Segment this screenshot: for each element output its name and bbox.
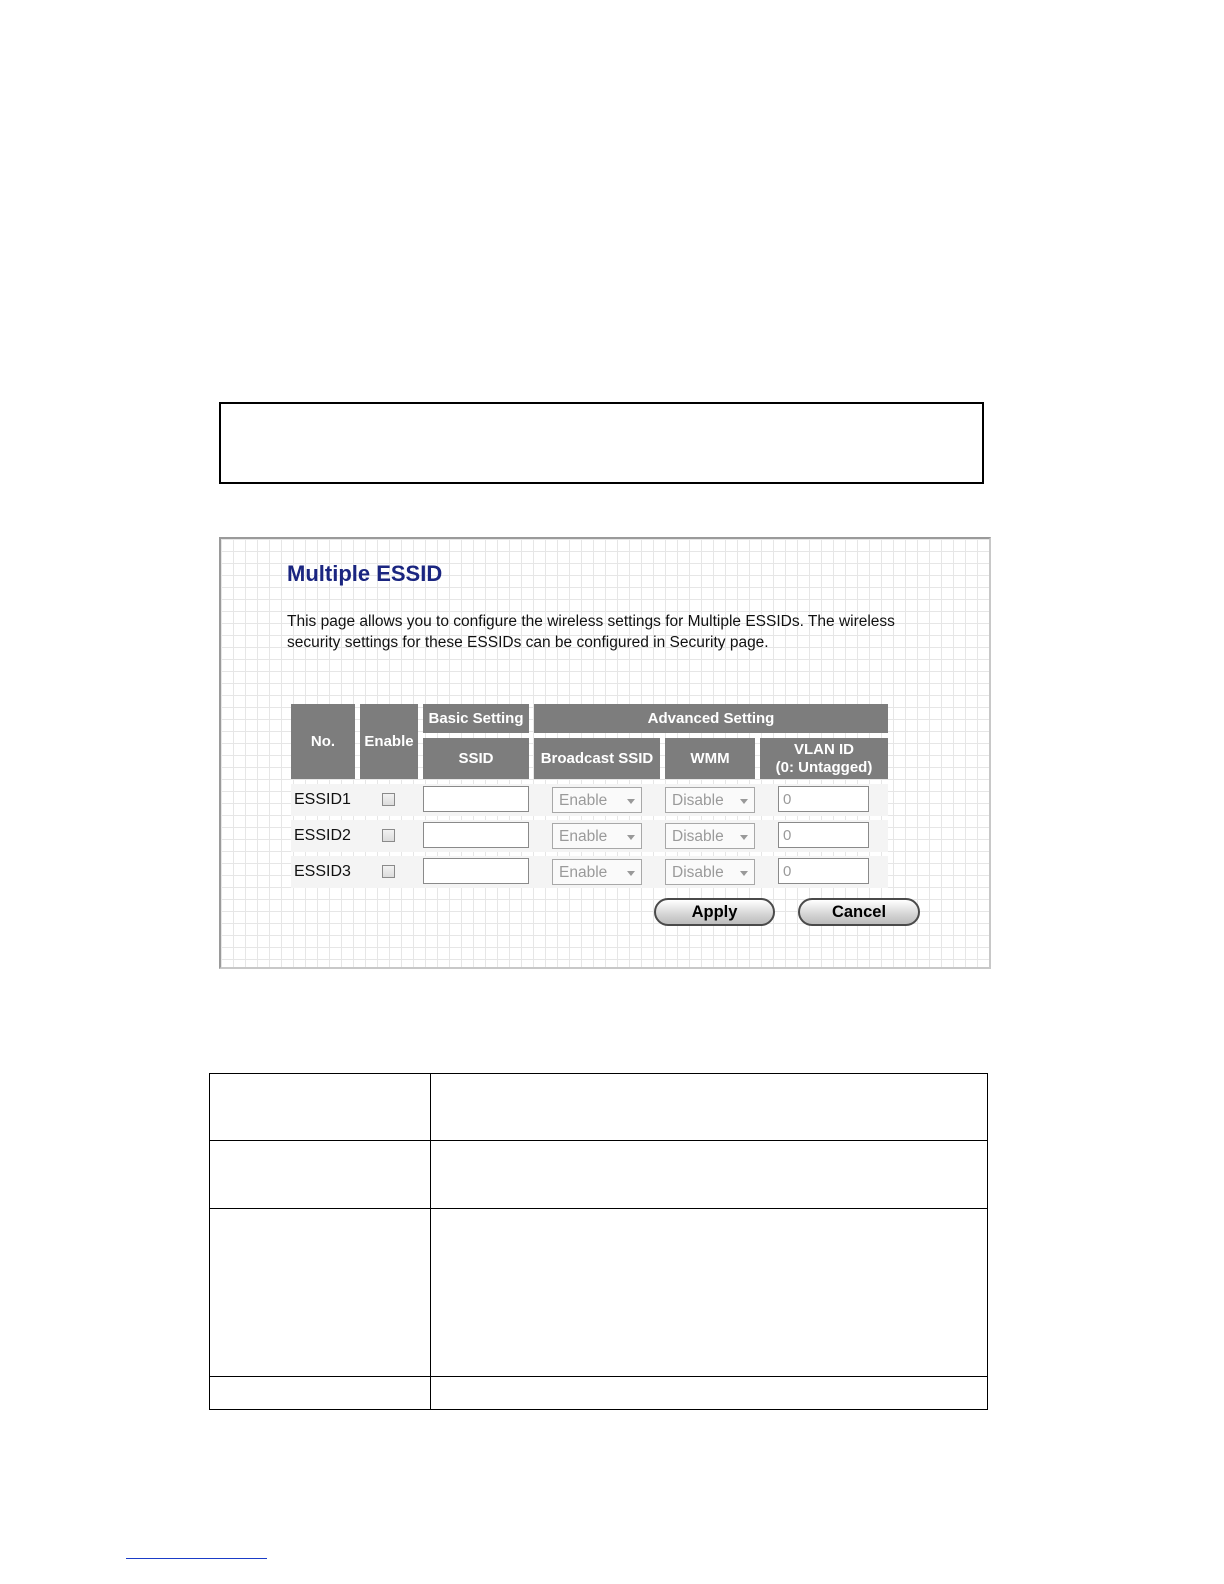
table-cell xyxy=(431,1377,988,1410)
enable-checkbox-essid1[interactable] xyxy=(382,793,395,806)
table-cell xyxy=(431,1141,988,1209)
table-row xyxy=(210,1141,988,1209)
table-cell xyxy=(210,1074,431,1141)
page-description: This page allows you to configure the wireless settings for Multiple ESSIDs. The wireless security settings for these ESSIDs can be configured in Security page. xyxy=(287,613,895,651)
broadcast-select-essid3[interactable]: Enable xyxy=(552,859,642,885)
multiple-essid-screenshot xyxy=(219,537,991,969)
ssid-input-essid2[interactable] xyxy=(423,822,529,848)
vlan-input-essid3[interactable]: 0 xyxy=(778,858,869,884)
chevron-down-icon xyxy=(627,835,635,840)
wmm-select-essid1[interactable]: Disable xyxy=(665,787,755,813)
wmm-select-essid3[interactable]: Disable xyxy=(665,859,755,885)
page-title: Multiple ESSID xyxy=(287,561,443,586)
header-advanced-setting: Advanced Setting xyxy=(534,704,888,733)
header-basic-setting: Basic Setting xyxy=(423,704,529,733)
description-table xyxy=(209,1073,988,1410)
row-label-essid2: ESSID2 xyxy=(294,827,351,844)
enable-checkbox-essid3[interactable] xyxy=(382,865,395,878)
table-cell xyxy=(431,1074,988,1141)
broadcast-select-essid2[interactable]: Enable xyxy=(552,823,642,849)
note-box xyxy=(219,402,984,484)
chevron-down-icon xyxy=(627,799,635,804)
chevron-down-icon xyxy=(627,871,635,876)
ssid-input-essid3[interactable] xyxy=(423,858,529,884)
header-enable: Enable xyxy=(360,704,418,779)
chevron-down-icon xyxy=(740,835,748,840)
table-row xyxy=(210,1377,988,1410)
header-vlan-id: VLAN ID (0: Untagged) xyxy=(760,738,888,779)
broadcast-select-essid1[interactable]: Enable xyxy=(552,787,642,813)
footer-link-underline[interactable] xyxy=(126,1558,267,1559)
apply-button[interactable]: Apply xyxy=(654,898,775,926)
table-row xyxy=(210,1209,988,1377)
table-cell xyxy=(210,1377,431,1410)
header-broadcast-ssid: Broadcast SSID xyxy=(534,738,660,779)
chevron-down-icon xyxy=(740,799,748,804)
vlan-input-essid1[interactable]: 0 xyxy=(778,786,869,812)
wmm-select-essid2[interactable]: Disable xyxy=(665,823,755,849)
header-no: No. xyxy=(291,704,355,779)
table-cell xyxy=(210,1209,431,1377)
table-row xyxy=(210,1074,988,1141)
chevron-down-icon xyxy=(740,871,748,876)
enable-checkbox-essid2[interactable] xyxy=(382,829,395,842)
table-cell xyxy=(431,1209,988,1377)
vlan-input-essid2[interactable]: 0 xyxy=(778,822,869,848)
cancel-button[interactable]: Cancel xyxy=(798,898,920,926)
row-label-essid3: ESSID3 xyxy=(294,863,351,880)
header-ssid: SSID xyxy=(423,738,529,779)
row-label-essid1: ESSID1 xyxy=(294,791,351,808)
table-cell xyxy=(210,1141,431,1209)
ssid-input-essid1[interactable] xyxy=(423,786,529,812)
header-wmm: WMM xyxy=(665,738,755,779)
